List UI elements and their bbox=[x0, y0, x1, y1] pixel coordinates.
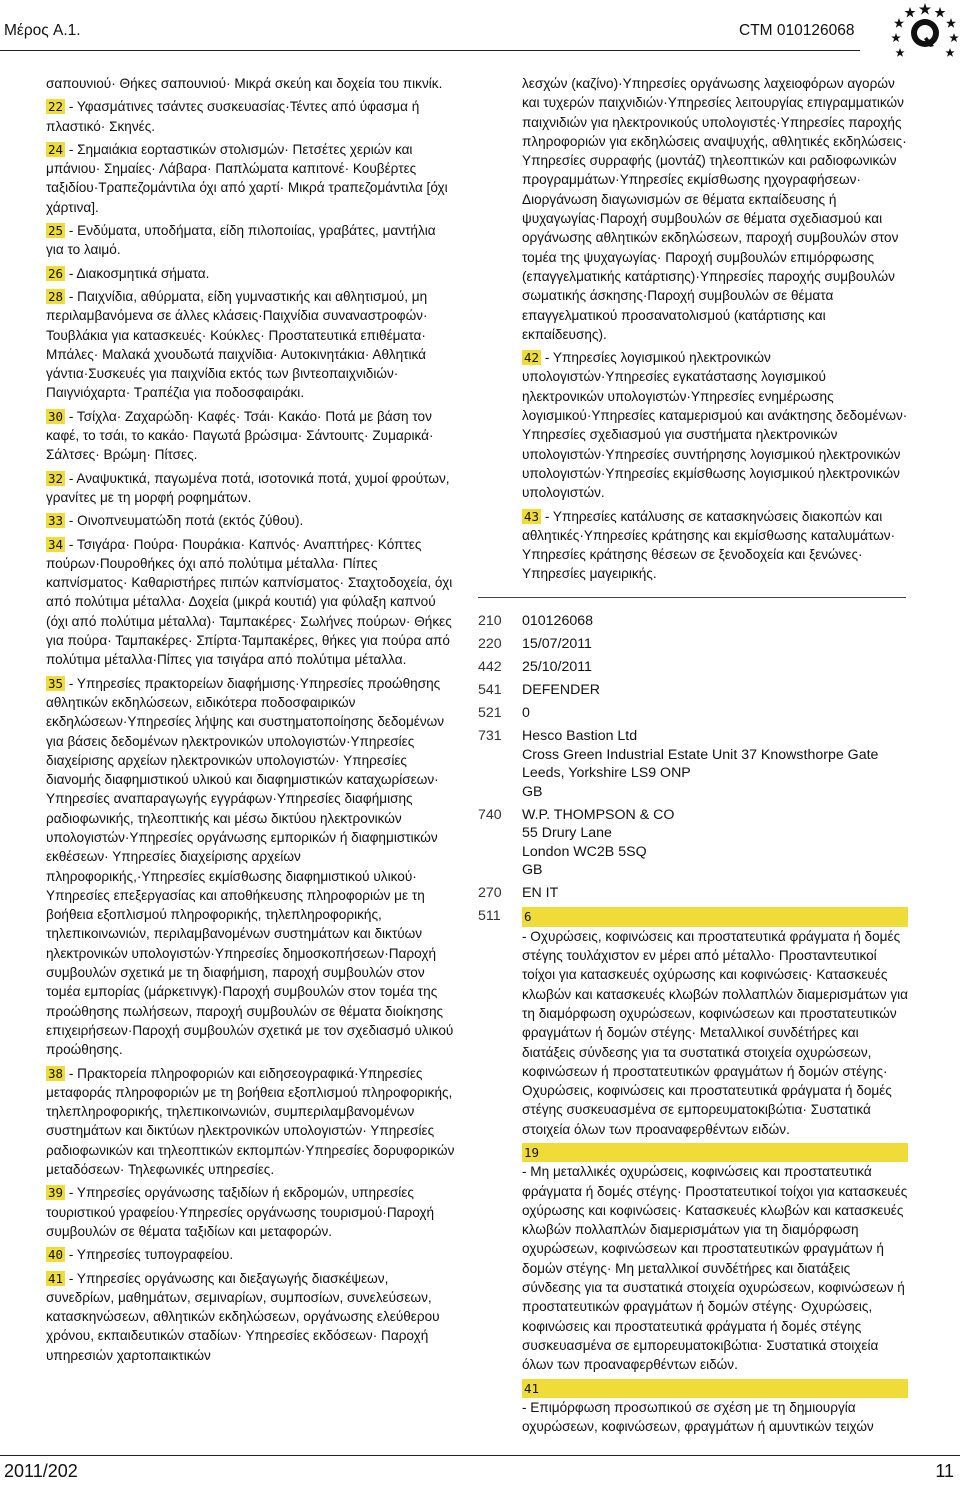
left-entry: 22 - Υφασμάτινες τσάντες συσκευασίας·Τέντες από ύφασμα ή πλαστικό· Σκηνές. bbox=[46, 99, 420, 134]
header-rule bbox=[0, 50, 860, 51]
goods-entry: 6 - Οχυρώσεις, κοφινώσεις και προστατευτικά φράγματα ή δομές στέγης τουλάχιστον εν μέρει από μέταλλο· Προσταντευτικοί τοίχοι για κατασκευές οχύρωσης και κοφινώσεις· Κατασκευές κλωβών και κατασκευές κλωβών πολλαπλών διαμερισμάτων για τη διαμόρφωση οχυρώσεων, κοφινώσεων και προστατευτικών φραγμάτων ή δομών στέγης· Μεταλλικοί συνδέτήρες και διατάξεις σύνδεσης για τα συστατικά στοιχεία οχυρώσεων, κοφινώσεων ή προστατευτικών φραγμάτων ή δομών στέγης· Οχυρώσεις, κοφινώσεις και προστατευτικά φράγματα ή δομές στέγης συσκευασμένα σε εμπορευματοκιβώτια· Συστατικά στοιχεία όλων των προαναφερθέντων ειδών. bbox=[522, 909, 909, 1137]
inid-code: 740 bbox=[478, 806, 502, 823]
class-number: 43 bbox=[524, 508, 540, 524]
inid-code: 220 bbox=[478, 635, 502, 652]
left-entry: 39 - Υπηρεσίες οργάνωσης ταξιδίων ή εκδρομών, υπηρεσίες τουριστικού γραφείου·Υπηρεσίες οργάνωσης τουρισμού·Παροχή συμβουλών σε θέματα ταξιδίων και μεταφορών. bbox=[46, 1185, 435, 1239]
left-entry: σαπουνιού· Θήκες σαπουνιού· Μικρά σκεύη και δοχεία του πικνίκ. bbox=[46, 76, 443, 91]
class-number: 38 bbox=[48, 1065, 64, 1081]
class-number: 34 bbox=[48, 536, 64, 552]
section-label: Μέρος A.1. bbox=[4, 22, 81, 39]
inid-code: 731 bbox=[478, 727, 502, 744]
class-number: 41 bbox=[48, 1270, 64, 1286]
meta-row-541 bbox=[478, 681, 908, 700]
left-entry: 33 - Οινοπνευματώδη ποτά (εκτός ζύθου). bbox=[48, 513, 304, 529]
inid-code: 511 bbox=[478, 908, 501, 925]
left-entry: 26 - Διακοσμητικά σήματα. bbox=[48, 265, 210, 281]
class-number: 35 bbox=[48, 675, 64, 691]
meta-row-270 bbox=[478, 884, 908, 903]
class-number: 41 bbox=[522, 1379, 908, 1398]
goods-and-services bbox=[522, 907, 908, 1440]
class-number: 40 bbox=[48, 1247, 64, 1263]
filing-date: 15/07/2011 bbox=[522, 635, 592, 652]
eu-stars-logo-icon bbox=[890, 0, 960, 66]
mark-text: DEFENDER bbox=[522, 681, 601, 698]
meta-row-220 bbox=[478, 635, 908, 654]
class-number: 28 bbox=[48, 288, 64, 304]
section-divider bbox=[478, 597, 906, 598]
class-number: 25 bbox=[48, 223, 64, 239]
footer-rule bbox=[0, 1455, 960, 1456]
left-entry: 32 - Αναψυκτικά, παγωμένα ποτά, ισοτονικά ποτά, χυμοί φρούτων, γρανίτες με τη μορφή ροφημάτων. bbox=[46, 470, 450, 505]
meta-row-740 bbox=[478, 806, 908, 880]
left-entry: 25 - Ενδύματα, υποδήματα, είδη πιλοποιίας, γραβάτες, μαντήλια για το λαιμό. bbox=[46, 223, 436, 258]
representative-address: W.P. THOMPSON & CO 55 Drury Lane London WC2B 5SQ GB bbox=[522, 806, 675, 879]
inid-code: 521 bbox=[478, 704, 502, 721]
bulletin-issue: 2011/202 bbox=[4, 1461, 78, 1481]
left-column bbox=[46, 74, 456, 1369]
class-number: 30 bbox=[48, 408, 64, 424]
class-number: 39 bbox=[48, 1185, 64, 1201]
class-number: 32 bbox=[48, 470, 64, 486]
right-entry: 43 - Υπηρεσίες κατάλυσης σε κατασκηνώσεις διακοπών και αθλητικές·Υπηρεσίες κράτησης και εκμίσθωσης καταλυμάτων· Υπηρεσίες κράτησης θέσεων σε ξενοδοχεία και ξενώνες· Υπηρεσίες μαγειρικής. bbox=[522, 508, 896, 582]
page-footer bbox=[0, 1455, 960, 1489]
right-entry: 42 - Υπηρεσίες λογισμικού ηλεκτρονικών υπολογιστών·Υπηρεσίες εγκατάστασης λογισμικού ηλεκτρονικών υπολογιστών·Υπηρεσίες ενημέρωσης λογισμικού·Υπηρεσίες καταμερισμού και ανάκτησης δεδομένων· Υπηρεσίες σχεδιασμού για συστήματα ηλεκτρονικών υπολογιστών·Υπηρεσίες συντήρησης λογισμικού ηλεκτρονικών υπολογιστών·Υπηρεσίες εκμίσθωσης λογισμικού ηλεκτρονικών υπολογιστών. bbox=[522, 350, 908, 501]
meta-row-731 bbox=[478, 727, 908, 801]
meta-row-521 bbox=[478, 704, 908, 723]
inid-code: 210 bbox=[478, 613, 502, 629]
meta-row-442 bbox=[478, 658, 908, 677]
goods-entry: 19 - Μη μεταλλικές οχυρώσεις, κοφινώσεις και προστατευτικά φράγματα ή δομές στέγης· Προστατευτικοί τοίχοι για κατασκευές οχύρωσης και κοφινώσεις· Κατασκευές κλωβών και κατασκευές κλωβών πολλαπλών διαμερισμάτων για τη διαμόρφωση οχυρώσεων, κοφινώσεων και προστατευτικών φραγμάτων ή δομών στέγης· Μη μεταλλικοί συνδέτήρες και διατάξεις σύνδεσης για τα συστατικά στοιχεία οχυρώσεων, κοφινώσεων ή προστατευτικών φραγμάτων ή δομών στέγης· Οχυρώσεις, κοφινώσεις και προστατευτικά φράγματα ή δομές στέγης συσκευασμένα σε εμπορευματοκιβώτια· Συστατικά στοιχεία όλων των προαναφερθέντων ειδών. bbox=[522, 1145, 908, 1373]
class-number: 24 bbox=[48, 141, 64, 157]
inid-code: 442 bbox=[478, 658, 502, 675]
page-number: 11 bbox=[935, 1461, 954, 1481]
class-number: 19 bbox=[522, 1143, 908, 1162]
class-number: 33 bbox=[48, 513, 64, 529]
left-entry: 41 - Υπηρεσίες οργάνωσης και διεξαγωγής διασκέψεων, συνεδρίων, μαθημάτων, σεμιναρίων, συμποσίων, συνελεύσεων, κατασκηνώσεων, αθλητικών εκδηλώσεων, οργάνωσης ελεύθερου χρόνου, εκπαιδευτικών σταδίων· Υπηρεσίες εκδόσεων· Παροχή υπηρεσιών χαρτοπαικτικών bbox=[46, 1270, 440, 1363]
right-column bbox=[522, 74, 908, 588]
applicant-address: Hesco Bastion Ltd Cross Green Industrial Estate Unit 37 Knowsthorpe Gate Leeds, Yorkshire LS9 ONP GB bbox=[522, 727, 879, 800]
filing-number: 010126068 bbox=[522, 613, 594, 629]
right-entry: λεσχών (καζίνο)·Υπηρεσίες οργάνωσης λαχειοφόρων αγορών και τυχερών παιχνιδιών·Υπηρεσίες λειτουργίας επιγραμματικών παιχνιδιών για ηλεκτρονικούς υπολογιστές·Υπηρεσίες παροχής πληροφοριών για εκδηλώσεις αναψυχής, αθλητικές εκδηλώσεις· Υπηρεσίες συρραφής (μοντάζ) τηλεοπτικών και ραδιοφωνικών προγραμμάτων·Υπηρεσίες εκμίσθωσης ηχογραφήσεων· Διοργάνωση διαγωνισμών σε θέματα εκπαίδευσης ή ψυχαγωγίας·Παροχή συμβουλών σε θέματα σχεδιασμού και οργάνωσης αθλητικών εκδηλώσεων, παροχή συμβουλών στον τομέα της ψυχαγωγίας· Παροχή συμβουλών επιμόρφωσης (επαγγελματικής κατάρτισης)·Υπηρεσίες παροχής συμβουλών σωματικής άσκησης·Παροχή συμβουλών σε θέματα επαγγελματικού προσανατολισμού (κατάρτισης και εκπαίδευσης). bbox=[522, 76, 907, 342]
ctm-number: CTM 010126068 bbox=[739, 22, 855, 39]
page-header bbox=[0, 0, 960, 70]
inid-code: 541 bbox=[478, 681, 502, 698]
left-entry: 40 - Υπηρεσίες τυπογραφείου. bbox=[48, 1247, 234, 1263]
distinctiveness-value: 0 bbox=[522, 704, 530, 721]
meta-row-511 bbox=[478, 907, 908, 1440]
left-entry: 34 - Τσιγάρα· Πούρα· Πουράκια· Καπνός· Αναπτήρες· Κόπτες πούρων·Πουροθήκες όχι από πολύτιμα μέταλλα· Πίπες καπνίσματος· Καθαριστήρες πιπών καπνίσματος· Σταχτοδοχεία, όχι από πολύτιμα μέταλλα· Δοχεία (μικρά κουτιά) για φύλαξη καπνού (όχι από πολύτιμα μέταλλα)· Ταμπακέρες· Σωλήνες πούρων· Θήκες για πούρα· Ταμπακέρες· Σπίρτα·Ταμπακέρες, θήκες για πούρα από πολύτιμα μέταλλα·Πίπες για τσιγάρα από πολύτιμα μέταλλα. bbox=[46, 536, 453, 668]
class-number: 42 bbox=[524, 350, 540, 366]
class-number: 22 bbox=[48, 99, 64, 115]
class-number: 6 bbox=[522, 907, 908, 926]
left-entry: 28 - Παιχνίδια, αθύρματα, είδη γυμναστικής και αθλητισμού, μη περιλαμβανόμενα σε άλλες κλάσεις·Παιχνίδια συναναστροφών· Τουβλάκια για κατασκευές· Κούκλες· Προστατευτικά επιθέματα· Μπάλες· Μαλακά χνουδωτά παιχνίδια· Αυτοκινητάκια· Αθλητικά γάντια·Συσκευές για παιχνίδια εκτός των βιντεοπαιχνιδιών· Παιγνιόχαρτα· Τραπέζια για ποδοσφαιράκι. bbox=[46, 288, 428, 401]
meta-row-210 bbox=[478, 612, 908, 631]
left-entry: 35 - Υπηρεσίες πρακτορείων διαφήμισης·Υπηρεσίες προώθησης αθλητικών εκδηλώσεων, ειδικότερα ποδοσφαιρικών εκδηλώσεων·Υπηρεσίες λήψης και συστηματοποίησης δεδομένων για βάσεις δεδομένων ηλεκτρονικών υπολογιστών·Υπηρεσίες διαχείρισης αρχείων ηλεκτρονικών υπολογιστών· Υπηρεσίες διανομής διαφημιστικού υλικού και διαφημιστικών καταχωρίσεων· Υπηρεσίες αναπαραγωγής εγγράφων·Υπηρεσίες διαφήμισης ραδιοφωνικής, τηλεοπτικής και μέσω δικτύου ηλεκτρονικών υπολογιστών·Υπηρεσίες οργάνωσης εμπορικών ή διαφημιστικών εκθέσεων· Υπηρεσίες διαχείρισης αρχείων πληροφορικής,·Υπηρεσίες εκμίσθωσης διαφημιστικού υλικού· Υπηρεσίες επεξεργασίας και αποθήκευσης πληροφοριών με τη βοήθεια εξοπλισμού πληροφορικής, τηλεπληροφορικής, τηλεπικοινωνιών, περιλαμβανομένων συστημάτων και δικτύων ηλεκτρονικών υπολογιστών·Υπηρεσίες δημοσκοπήσεων·Παροχή συμβουλών σχετικά με τη διαφήμιση, παροχή συμβουλών στον τομέα εμπορίας (μάρκετινγκ)·Παροχή συμβουλών στον τομέα της προώθησης πωλήσεων, παροχή συμβουλών σε θέματα διοίκησης επιχειρήσεων·Παροχή συμβουλών σχετικά με τον σχεδιασμό υλικού προώθησης. bbox=[46, 675, 454, 1058]
goods-entry: 41 - Επιμόρφωση προσωπικού σε σχέση με τη δημιουργία οχυρώσεων, κοφινώσεων, φραγμάτων ή αμυντικών τειχών bbox=[522, 1379, 908, 1437]
languages: EN IT bbox=[522, 885, 559, 902]
left-entry: 24 - Σημαιάκια εορταστικών στολισμών· Πετσέτες χεριών και μπάνιου· Σημαίες· Λάβαρα· Παπλώματα καπιτονέ· Κουβέρτες ταξιδίου·Τραπεζομάντιλα όχι από χαρτί· Μικρά τραπεζομάντιλα [όχι χάρτινα]. bbox=[46, 141, 448, 215]
left-entry: 30 - Τσίχλα· Ζαχαρώδη· Καφές· Τσάι· Κακάο· Ποτά με βάση τον καφέ, το τσάι, το κακάο· Παγωτά βρώσιμα· Σάντουιτς· Ζυμαρικά· Σάλτσες· Βρώμη· Πίτσες. bbox=[46, 408, 434, 463]
publication-date: 25/10/2011 bbox=[522, 658, 592, 675]
left-entry: 38 - Πρακτορεία πληροφοριών και ειδησεογραφικά·Υπηρεσίες μεταφοράς πληροφοριών με τη βοήθεια εξοπλισμού πληροφορικής, τηλεπληροφορικής, τηλεπικοινωνιών, συμπεριλαμβανομένων συστημάτων και δικτύων ηλεκτρονικών υπολογιστών· Υπηρεσίες ραδιοφωνικών και τηλεοπτικών εκπομπών·Υπηρεσίες δορυφορικών μεταδόσεων· Τηλεφωνικές υπηρεσίες. bbox=[46, 1065, 455, 1178]
class-number: 26 bbox=[48, 265, 64, 281]
bibliographic-data bbox=[478, 612, 908, 1445]
inid-code: 270 bbox=[478, 885, 502, 902]
